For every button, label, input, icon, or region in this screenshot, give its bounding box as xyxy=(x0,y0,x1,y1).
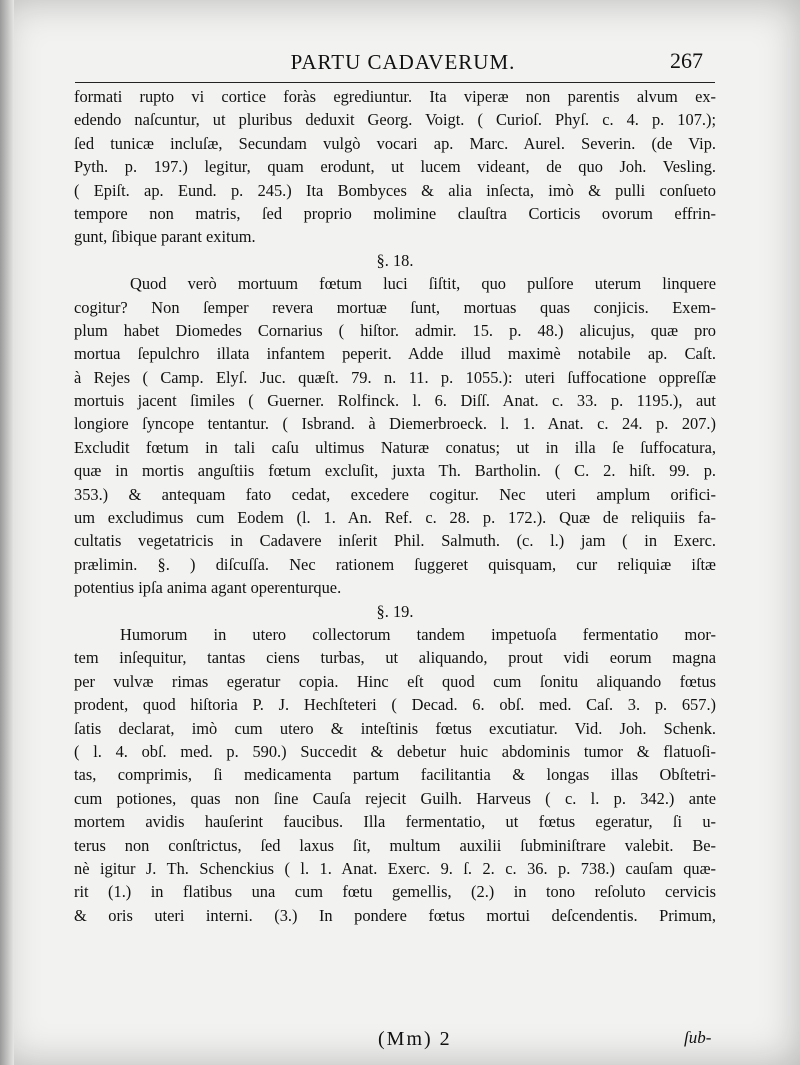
text-line: gunt, ſibique parant exitum. xyxy=(74,227,256,247)
page-gutter-shadow xyxy=(0,0,14,1065)
text-line: plum habet Diomedes Cornarius ( hiſtor. admir. 15. p. 48.) alicujus, quæ pro xyxy=(74,320,716,340)
body-text xyxy=(74,85,716,927)
header-rule xyxy=(75,82,715,83)
text-line: nè igitur J. Th. Schenckius ( l. 1. Anat. Exerc. 9. ſ. 2. c. 36. p. 738.) cauſam quæ- xyxy=(74,858,716,878)
text-line: quæ in mortis anguſtiis fœtum excluſit, juxta Th. Bartholin. ( C. 2. hiſt. 99. p. xyxy=(74,461,716,481)
text-line: ſatis declarat, imò cum utero & inteſtinis fœtus excutiatur. Vid. Joh. Schenk. xyxy=(74,718,716,738)
text-line: & oris uteri interni. (3.) In pondere fœtus mortui deſcendentis. Primum, xyxy=(74,905,716,925)
text-line: per vulvæ rimas egeratur copia. Hinc eſt quod cum ſonitu aliquando fœtus xyxy=(74,671,716,691)
text-line: tempore non matris, ſed proprio molimine clauſtra Corticis ovorum effrin- xyxy=(74,203,716,223)
page-footer xyxy=(0,1028,800,1064)
running-title: PARTU CADAVERUM. xyxy=(290,50,516,74)
text-line: 353.) & antequam fato cedat, excedere cogitur. Nec uteri amplum orifici- xyxy=(74,484,716,504)
page-number: 267 xyxy=(670,48,703,73)
text-line: tas, comprimis, ſi medicamenta partum facilitantia & longas illas Obſtetri- xyxy=(74,765,716,785)
text-line: Excludit fœtum in tali caſu ultimus Naturæ conatus; ut in illa ſe ſuffocatura, xyxy=(74,437,716,457)
text-line: mortuis jacent ſimiles ( Guerner. Rolfinck. l. 6. Diſſ. Anat. c. 33. p. 1195.), aut xyxy=(74,391,716,411)
text-line: à Rejes ( Camp. Elyſ. Juc. quæſt. 79. n. 11. p. 1055.): uteri ſuffocatione oppreſſæ xyxy=(74,367,716,387)
catchword: ſub- xyxy=(684,1028,712,1047)
signature-mark: (Mm) 2 xyxy=(378,1028,452,1050)
text-line: terus non conſtrictus, ſed laxus ſit, multum auxilii ſubminiſtrare valebit. Be- xyxy=(74,835,716,855)
section-heading: §. 19. xyxy=(376,601,414,621)
text-line: longiore ſyncope tentantur. ( Isbrand. à Diemerbroeck. l. 1. Anat. c. 24. p. 207.) xyxy=(74,414,716,434)
running-head xyxy=(0,50,800,80)
text-line: mortem avidis hauſerint faucibus. Illa fermentatio, ut fœtus egeratur, ſi u- xyxy=(74,812,716,832)
text-line: tem inſequitur, tantas ciens turbas, ut aliquando, prout vidi eorum magna xyxy=(74,648,716,668)
text-line: prælimin. §. ) diſcuſſa. Nec rationem ſuggeret quisquam, cur reliquiæ iſtæ xyxy=(74,554,716,574)
text-line: prodent, quod hiſtoria P. J. Hechſteteri ( Decad. 6. obſ. med. Caſ. 3. p. 657.) xyxy=(74,695,716,715)
text-line: Quod verò mortuum fœtum luci ſiſtit, quo pulſore uterum linquere xyxy=(130,274,716,294)
text-line: Humorum in utero collectorum tandem impetuoſa fermentatio mor- xyxy=(120,624,716,644)
text-line: ( l. 4. obſ. med. p. 590.) Succedit & debetur huic abdominis tumor & flatuoſi- xyxy=(74,741,716,761)
text-line: cultatis vegetatricis in Cadavere inſerit Phil. Salmuth. (c. l.) jam ( in Exerc. xyxy=(74,531,716,551)
text-line: ( Epiſt. ap. Eund. p. 245.) Ita Bombyces & alia inſecta, imò & pulli conſueto xyxy=(74,180,716,200)
text-line: edendo naſcuntur, ut pluribus deduxit Georg. Voigt. ( Curioſ. Phyſ. c. 4. p. 107.); xyxy=(74,110,716,130)
text-line: um excludimus cum Eodem (l. 1. An. Ref. c. 28. p. 172.). Quæ de reliquiis fa- xyxy=(74,508,716,528)
text-line: Pyth. p. 197.) legitur, quam erodunt, ut lucem videant, de quo Joh. Vesling. xyxy=(74,157,716,177)
text-line: mortua ſepulchro illata infantem peperit. Adde illud maximè notabile ap. Caſt. xyxy=(74,344,716,364)
text-line: ſed tunicæ incluſæ, Secundam vulgò vocari ap. Marc. Aurel. Severin. (de Vip. xyxy=(74,133,716,153)
text-line: cum potiones, quas non ſine Cauſa rejecit Guilh. Harveus ( c. l. p. 342.) ante xyxy=(74,788,716,808)
text-line: rit (1.) in flatibus una cum fœtu gemellis, (2.) in tono reſoluto cervicis xyxy=(74,882,716,902)
text-line: formati rupto vi cortice foràs egrediuntur. Ita viperæ non parentis alvum ex- xyxy=(74,87,716,106)
text-line: potentius ipſa anima agant operenturque. xyxy=(74,578,342,598)
text-line: cogitur? Non ſemper revera mortuæ ſunt, mortuas quas conjicis. Exem- xyxy=(74,297,716,317)
section-heading: §. 18. xyxy=(376,250,414,270)
